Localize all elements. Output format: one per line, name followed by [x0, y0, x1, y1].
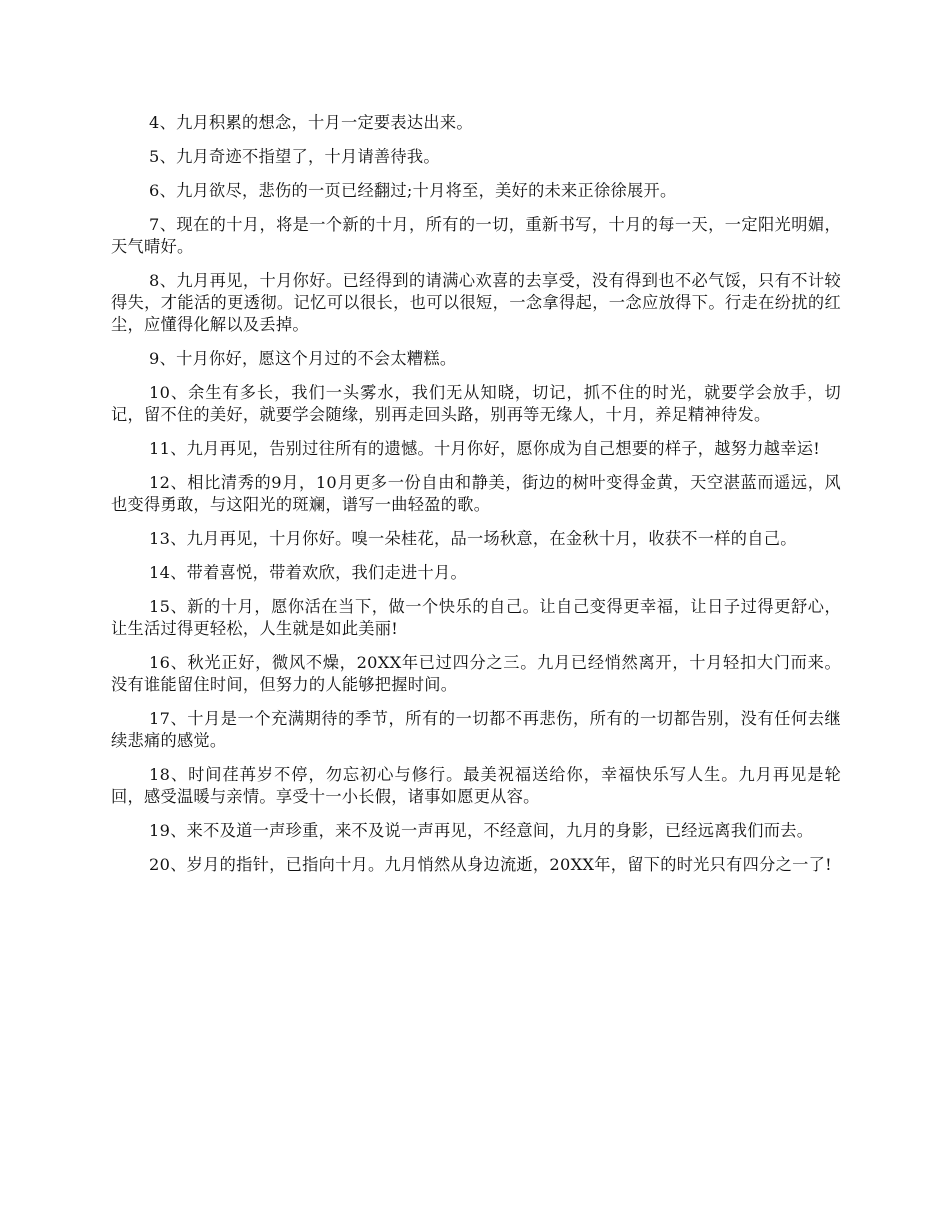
- paragraph-6: 6、九月欲尽，悲伤的一页已经翻过;十月将至，美好的未来正徐徐展开。: [149, 181, 677, 200]
- paragraph-16: 16、秋光正好，微风不燥，20XX年已过四分之三。九月已经悄然离开，十月轻扣大门而来。没有谁能留住时间，但努力的人能够把握时间。: [111, 653, 841, 694]
- paragraph-15: 15、新的十月，愿你活在当下，做一个快乐的自己。让自己变得更幸福，让日子过得更舒心，让生活过得更轻松，人生就是如此美丽!: [111, 597, 841, 638]
- paragraph-11: 11、九月再见，告别过往所有的遗憾。十月你好，愿你成为自己想要的样子，越努力越幸运!: [149, 439, 821, 458]
- paragraph-12: 12、相比清秀的9月，10月更多一份自由和静美，街边的树叶变得金黄，天空湛蓝而遥远，风也变得勇敢，与这阳光的斑斓，谱写一曲轻盈的歌。: [111, 473, 841, 514]
- paragraph-17: 17、十月是一个充满期待的季节，所有的一切都不再悲伤，所有的一切都告别，没有任何去继续悲痛的感觉。: [111, 709, 841, 750]
- paragraph-10: 10、余生有多长，我们一头雾水，我们无从知晓，切记，抓不住的时光，就要学会放手，切记，留不住的美好，就要学会随缘，别再走回头路，别再等无缘人，十月，养足精神待发。: [111, 383, 841, 424]
- document-body: [111, 112, 841, 888]
- paragraph-14: 14、带着喜悦，带着欢欣，我们走进十月。: [149, 563, 467, 582]
- paragraph-5: 5、九月奇迹不指望了，十月请善待我。: [149, 147, 440, 166]
- paragraph-7: 7、现在的十月，将是一个新的十月，所有的一切，重新书写，十月的每一天，一定阳光明媚，天气晴好。: [111, 215, 841, 256]
- paragraph-4: 4、九月积累的想念，十月一定要表达出来。: [149, 113, 473, 132]
- paragraph-9: 9、十月你好，愿这个月过的不会太糟糕。: [149, 349, 457, 368]
- paragraph-13: 13、九月再见，十月你好。嗅一朵桂花，品一场秋意，在金秋十月，收获不一样的自己。: [149, 529, 797, 548]
- paragraph-8: 8、九月再见，十月你好。已经得到的请满心欢喜的去享受，没有得到也不必气馁，只有不计较得失，才能活的更透彻。记忆可以很长，也可以很短，一念拿得起，一念应放得下。行走在纷扰的红尘，应懂得化解以及丢掉。: [111, 271, 841, 334]
- paragraph-18: 18、时间荏苒岁不停，勿忘初心与修行。最美祝福送给你，幸福快乐写人生。九月再见是轮回，感受温暖与亲情。享受十一小长假，诸事如愿更从容。: [111, 765, 841, 806]
- paragraph-20: 20、岁月的指针，已指向十月。九月悄然从身边流逝，20XX年，留下的时光只有四分之一了!: [149, 855, 832, 874]
- paragraph-19: 19、来不及道一声珍重，来不及说一声再见，不经意间，九月的身影，已经远离我们而去。: [149, 821, 814, 840]
